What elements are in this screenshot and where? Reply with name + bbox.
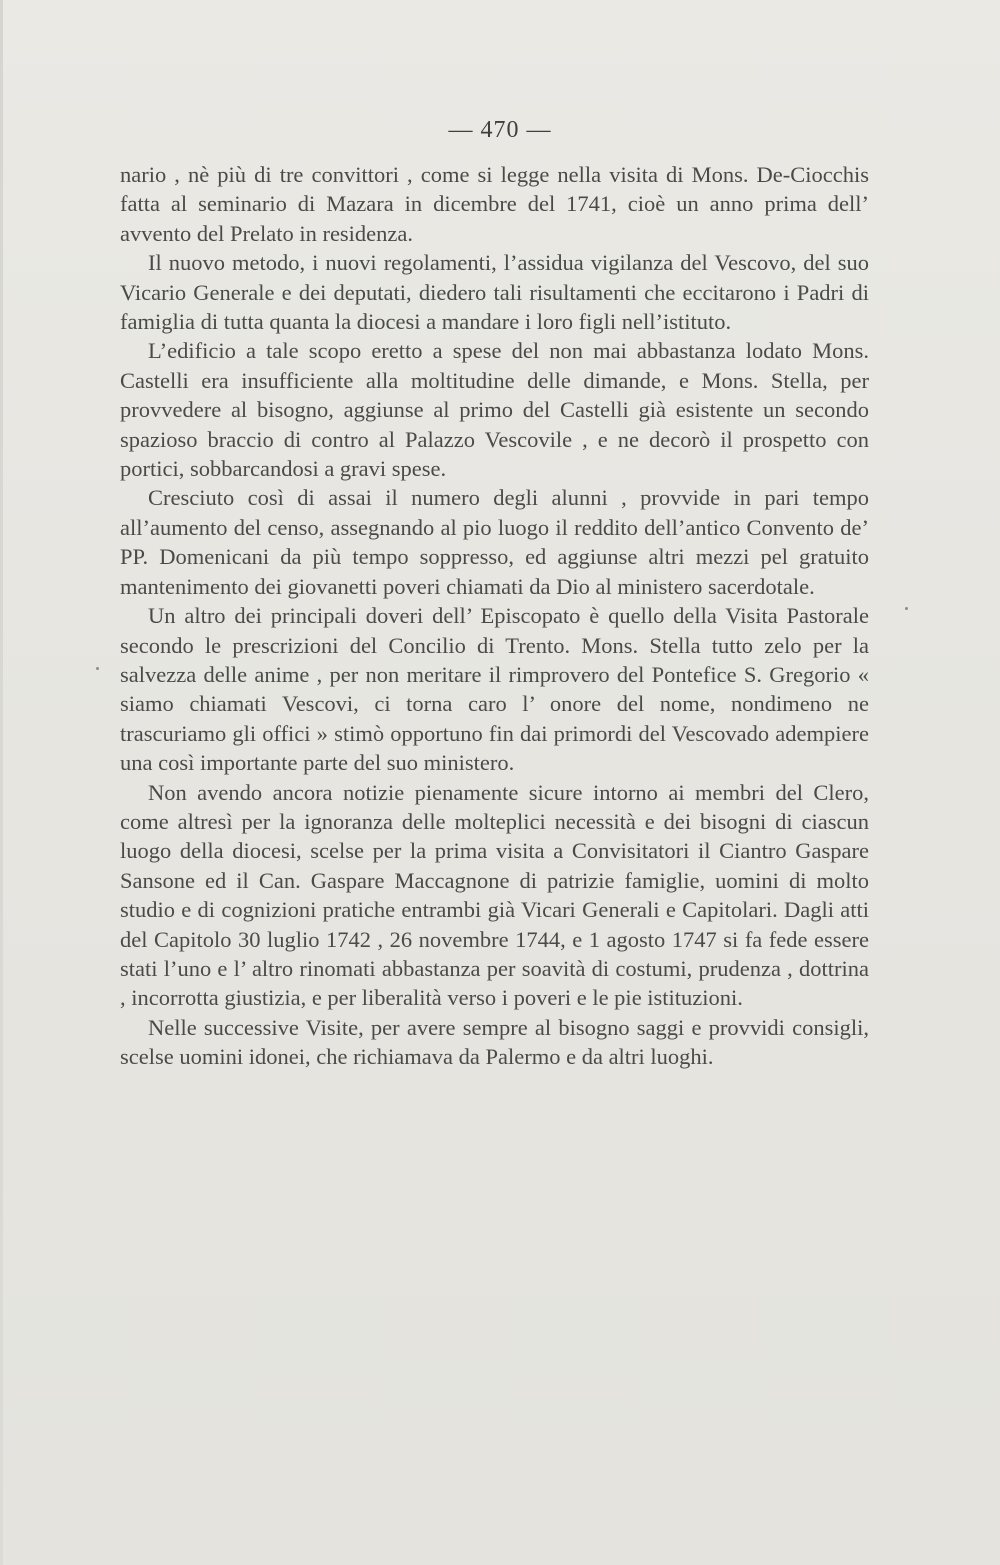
paragraph: Il nuovo metodo, i nuovi regolamenti, l’assidua vigilanza del Vescovo, del suo Vicario Generale e dei deputati, diedero tali risultamenti che eccitarono i Padri di famiglia di tutta quanta la diocesi a mandare i loro figli nell’istituto. [120, 250, 869, 335]
page-edge [0, 0, 3, 1565]
paragraph: Non avendo ancora notizie pienamente sicure intorno ai membri del Clero, come altresì per la ignoranza delle molteplici necessità e dei bisogni di ciascun luogo della diocesi, scelse per la prima visita a Convisitatori il Ciantro Gaspare Sansone ed il Can. Gaspare Maccagnone di patrizie famiglie, uomini di molto studio e di cognizioni pratiche entrambi già Vicari Generali e Capitolari. Dagli atti del Capitolo 30 luglio 1742 , 26 novembre 1744, e 1 agosto 1747 si fa fede essere stati l’uno e l’ altro rinomati abbastanza per soavità di costumi, prudenza , dottrina , incorrotta giustizia, e per liberalità verso i poveri e le pie istituzioni. [120, 779, 869, 1011]
paragraph: L’edificio a tale scopo eretto a spese del non mai abbastanza lodato Mons. Castelli era insufficiente alla moltitudine delle dimande, e Mons. Stella, per provvedere al bisogno, aggiunse al primo del Castelli già esistente un secondo spazioso braccio di contro al Palazzo Vescovile , e ne decorò il prospetto con portici, sobbarcandosi a gravi spese. [120, 338, 869, 482]
paragraph: Un altro dei principali doveri dell’ Episcopato è quello della Visita Pastorale secondo le prescrizioni del Concilio di Trento. Mons. Stella tutto zelo per la salvezza delle anime , per non meritare il rimprovero del Pontefice S. Gregorio « siamo chiamati Vescovi, ci torna caro l’ onore del nome, nondimeno ne trascuriamo gli offici » stimò opportuno fin dai primordi del Vescovado adempiere una così importante parte del suo ministero. [120, 603, 869, 776]
paragraph: Nelle successive Visite, per avere sempre al bisogno saggi e provvidi consigli, scelse uomini idonei, che richiamava da Palermo e da altri luoghi. [120, 1014, 869, 1070]
paragraph: nario , nè più di tre convittori , come si legge nella visita di Mons. De-Ciocchis fatta al seminario di Mazara in dicembre del 1741, cioè un anno prima dell’ avvento del Prelato in residenza. [120, 162, 869, 246]
margin-speck [905, 607, 908, 610]
margin-speck [96, 667, 99, 670]
body-text [120, 160, 869, 1072]
page-number: — 470 — [448, 117, 552, 143]
paragraph: Cresciuto così di assai il numero degli alunni , provvide in pari tempo all’aumento del censo, assegnando al pio luogo il reddito dell’antico Convento de’ PP. Domenicani da più tempo soppresso, ed aggiunse altri mezzi pel gratuito mantenimento dei giovanetti poveri chiamati da Dio al ministero sacerdotale. [120, 485, 869, 599]
